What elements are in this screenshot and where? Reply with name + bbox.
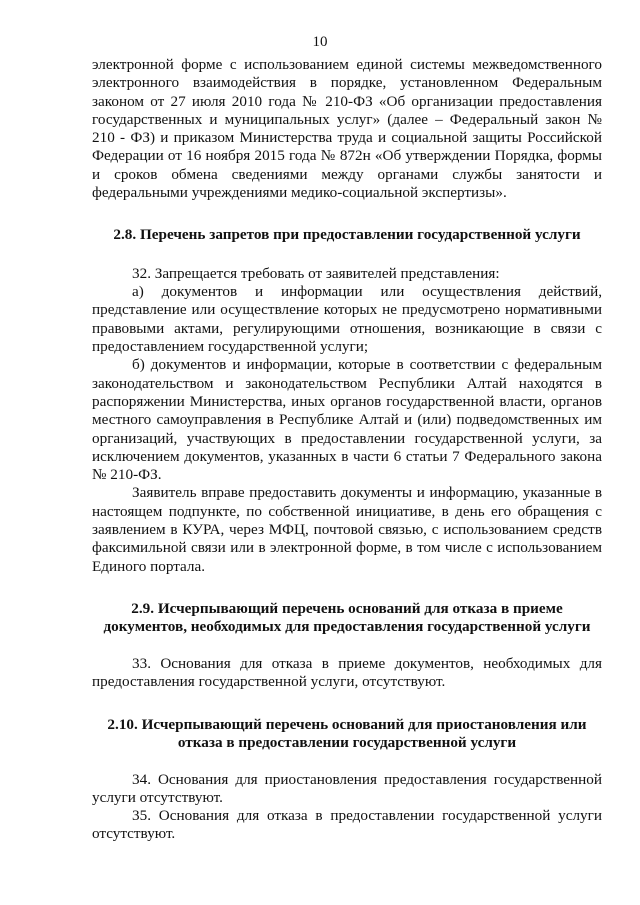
paragraph-35: 35. Основания для отказа в предоставлении государственной услуги отсутствуют. bbox=[92, 807, 602, 843]
paragraph-32-a: а) документов и информации или осуществления действий, представление или осуществление которых не предусмотрено нормативными правовыми актами, регулирующими отношения, возникающие в связи с предоставлением государственной услуги; bbox=[92, 283, 602, 356]
paragraph-32-b: б) документов и информации, которые в соответствии с федеральным законодательством и законодательством Республики Алтай находятся в распоряжении Министерства, иных органов государственной власти, органов местного самоуправления в Республике Алтай и (или) подведомственных им организаций, участвующих в предоставлении государственной услуги, за исключением документов, указанных в части 6 статьи 7 Федерального закона № 210-ФЗ. bbox=[92, 356, 602, 484]
paragraph-32: 32. Запрещается требовать от заявителей представления: bbox=[132, 264, 500, 282]
section-heading-2-9: 2.9. Исчерпывающий перечень оснований для отказа в приеме документов, необходимых для предоставления государственной услуги bbox=[103, 599, 591, 636]
paragraph-intro-continuation: электронной форме с использованием единой системы межведомственного электронного взаимодействия в порядке, установленном Федеральным законом от 27 июля 2010 года № 210-ФЗ «Об организации предоставления государственных и муниципальных услуг» (далее – Федеральный закон № 210 - ФЗ) и приказом Министерства труда и социальной защиты Российской Федерации от 16 ноября 2015 года № 872н «Об утверждении Порядка, формы и сроков обмена сведениями между органами службы занятости и федеральными учреждениями медико-социальной экспертизы». bbox=[92, 56, 602, 202]
section-heading-2-10: 2.10. Исчерпывающий перечень оснований для приостановления или отказа в предоставлении государственной услуги bbox=[107, 715, 587, 752]
paragraph-33: 33. Основания для отказа в приеме документов, необходимых для предоставления государственной услуги, отсутствуют. bbox=[92, 654, 602, 691]
document-body bbox=[92, 56, 602, 844]
paragraph-applicant-right: Заявитель вправе предоставить документы и информацию, указанные в настоящем подпункте, по собственной инициативе, в день его обращения с заявлением в КУРА, через МФЦ, почтовой связью, с использованием средств факсимильной связи или в электронной форме, в том числе с использованием Единого портала. bbox=[92, 484, 602, 575]
paragraph-34: 34. Основания для приостановления предоставления государственной услуги отсутствуют. bbox=[92, 770, 602, 806]
page-number: 10 bbox=[312, 34, 328, 50]
section-heading-2-8: 2.8. Перечень запретов при предоставлении государственной услуги bbox=[113, 226, 581, 244]
